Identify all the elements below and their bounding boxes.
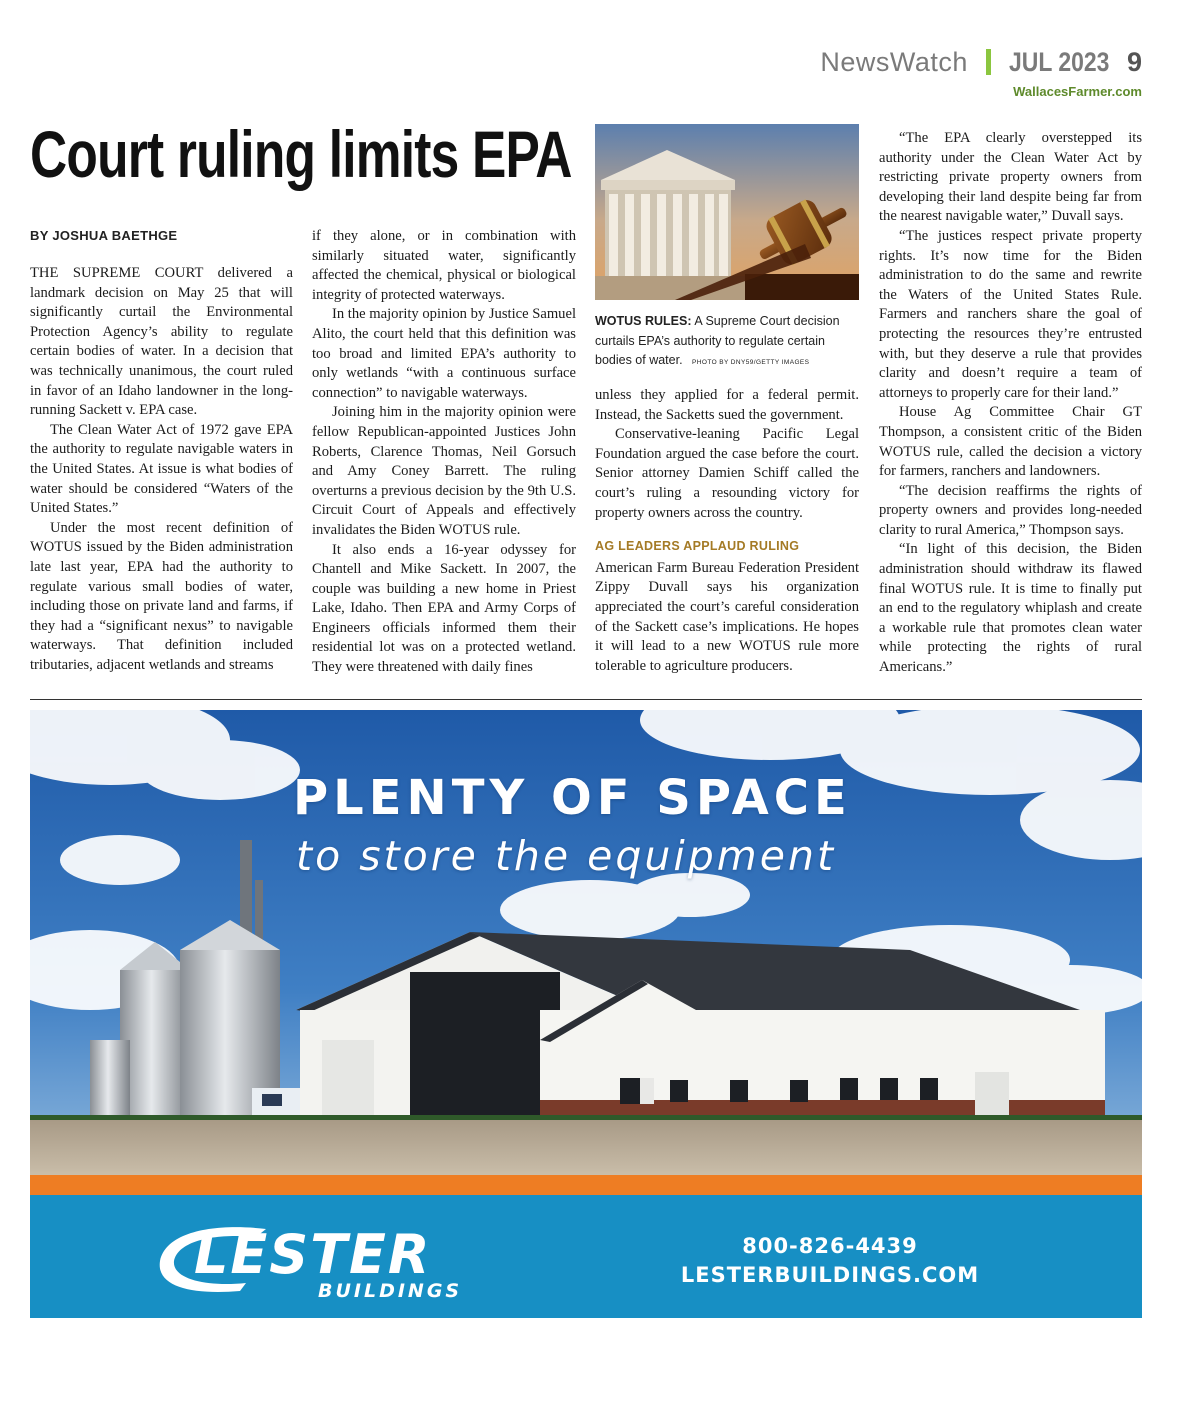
section-divider bbox=[30, 699, 1142, 700]
article-headline: Court ruling limits EPA bbox=[30, 117, 572, 191]
paragraph: Under the most recent definition of WOTUS issued by the Biden administration late last year, EPA had the authority to regulate various small bodies of water, including those on private land and farms, if they had a “significant nexus” to navigable waterways. That definition included tributaries, adjacent wetlands and streams bbox=[30, 519, 293, 673]
article-column-2 bbox=[312, 227, 576, 678]
paragraph: “The EPA clearly overstepped its authority under the Clean Water Act by restricting private property owners from developing their land despite being far from the nearest navigable water,” Duvall says. bbox=[879, 130, 1142, 225]
paragraph: It also ends a 16-year odyssey for Chantell and Mike Sackett. In 2007, the couple was building a new home in Priest Lake, Idaho. Then EPA and Army Corps of Engineers officials informed them their residential lot was on a protected wetland. They were threatened with daily fines bbox=[312, 541, 576, 676]
paragraph: American Farm Bureau Federation President Zippy Duvall says his organization appreciated the court’s careful consideration of the Sackett case’s implications. He hopes it will lead to a new WOTUS rule more tolerable to agriculture producers. bbox=[595, 559, 859, 674]
ad-headline: PLENTY OF SPACE bbox=[293, 770, 852, 826]
article-column-4 bbox=[879, 129, 1142, 678]
article-column-3 bbox=[595, 386, 859, 676]
photo-caption bbox=[595, 312, 859, 373]
paragraph: Joining him in the majority opinion were fellow Republican-appointed Justices John Roberts, Clarence Thomas, Neil Gorsuch and Amy Coney Barrett. The ruling overturns a previous decision by the 9th U.S. Circuit Court of Appeals and effectively invalidates the Biden WOTUS rule. bbox=[312, 404, 576, 538]
section-subhead: AG LEADERS APPLAUD RULING bbox=[595, 539, 800, 554]
paragraph: “The decision reaffirms the rights of property owners and provides long-needed clarity to rural America,” Thompson says. bbox=[879, 482, 1142, 538]
ad-phone-number[interactable]: 800-826-4439 bbox=[742, 1234, 918, 1258]
supreme-court-photo bbox=[595, 124, 859, 300]
photo-credit: PHOTO BY DNY59/GETTY IMAGES bbox=[692, 359, 810, 366]
ad-orange-stripe bbox=[30, 1175, 1142, 1195]
logo-brand-text: LESTER bbox=[194, 1223, 432, 1286]
paragraph: THE SUPREME COURT delivered a landmark decision on May 25 that will significantly curtail the Environmental Protection Agency’s ability to regulate certain bodies of water. In a decision that was technically unanimous, the court ruled in favor of an Idaho landowner in the long-running Sackett v. EPA case. bbox=[30, 265, 293, 419]
ad-subheadline: to store the equipment bbox=[296, 832, 837, 880]
lester-buildings-logo[interactable] bbox=[156, 1221, 486, 1301]
paragraph: Conservative-leaning Pacific Legal Foundation argued the case before the court. Senior attorney Damien Schiff called the court’s ruling a resounding victory for property owners across the country. bbox=[595, 426, 859, 521]
paragraph: The Clean Water Act of 1972 gave EPA the authority to regulate navigable waters in the United States. At issue is what bodies of water should be considered “Waters of the United States.” bbox=[30, 421, 293, 517]
paragraph: if they alone, or in combination with similarly situated water, significantly affected the chemical, physical or biological integrity of protected waterways. bbox=[312, 228, 576, 303]
section-name: NewsWatch bbox=[820, 46, 968, 77]
header-divider bbox=[986, 49, 991, 75]
ad-website[interactable]: LESTERBUILDINGS.COM bbox=[680, 1263, 980, 1287]
article-column-1 bbox=[30, 264, 293, 675]
paragraph: In the majority opinion by Justice Samuel Alito, the court held that this definition was too broad and limited EPA’s authority to only wetlands “with a continuous surface connection” to navigable waterways. bbox=[312, 306, 577, 401]
paragraph: House Ag Committee Chair GT Thompson, a consistent critic of the Biden WOTUS rule, called the decision a victory for farmers, ranchers and landowners. bbox=[879, 404, 1142, 480]
page-header bbox=[820, 44, 1142, 80]
lester-buildings-ad[interactable] bbox=[30, 710, 1142, 1318]
caption-text: A Supreme Court decision curtails EPA’s authority to regulate certain bodies of water. bbox=[595, 314, 840, 367]
page-number: 9 bbox=[1126, 46, 1142, 77]
logo-brand-subtext: BUILDINGS bbox=[318, 1280, 463, 1301]
issue-date: JUL 2023 bbox=[1008, 46, 1110, 77]
caption-label: WOTUS RULES: bbox=[595, 314, 692, 328]
paragraph: “In light of this decision, the Biden administration should withdraw its flawed final WOTUS rule. It is time to finally put an end to the regulatory whiplash and create a workable rule that promotes clean water while protecting the rights of rural Americans.” bbox=[879, 541, 1142, 676]
paragraph: unless they applied for a federal permit. Instead, the Sacketts sued the government. bbox=[595, 387, 859, 423]
supreme-court-gavel-image bbox=[595, 124, 859, 300]
site-url[interactable]: WallacesFarmer.com bbox=[1013, 84, 1142, 99]
byline: BY JOSHUA BAETHGE bbox=[30, 228, 178, 243]
paragraph: “The justices respect private property rights. It’s now time for the Biden administration to do the same and rewrite the Waters of the United States Rule. Farmers and ranchers share the goal of protecting the resources they’re entrusted with, but they deserve a rule that provides clarity and doesn’t require a team of attorneys to properly care for their land.” bbox=[879, 227, 1142, 401]
